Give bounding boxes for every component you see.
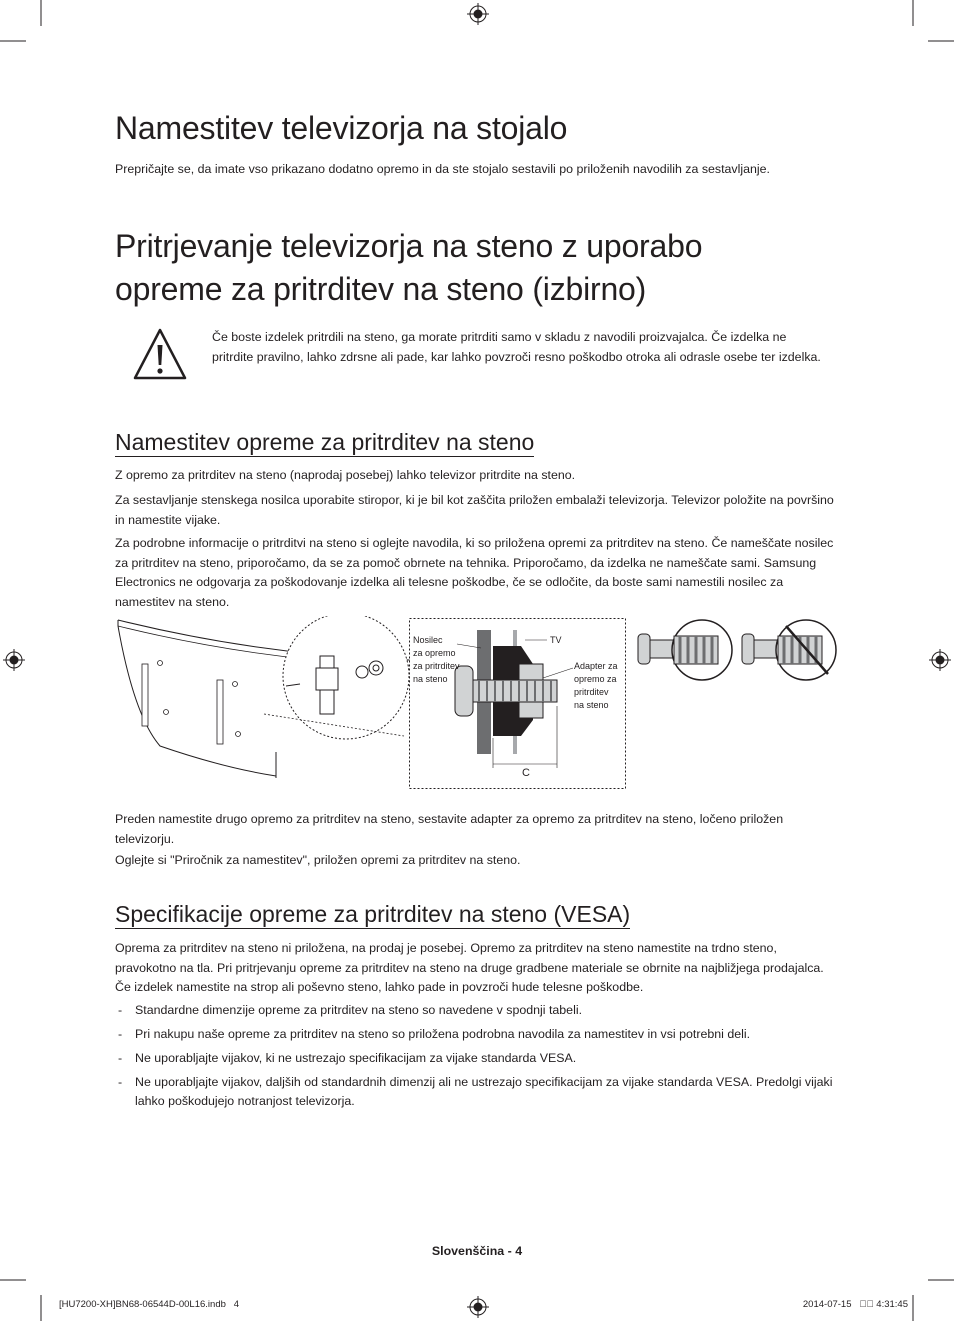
list-item: - Ne uporabljajte vijakov, daljših od standardnih dimenzij ali ne ustrezajo specifikacijam za vijake standarda VESA. Predolgi vijaki lahko poškodujejo notranjost televizorja. bbox=[115, 1073, 840, 1112]
registration-mark-icon bbox=[467, 3, 489, 25]
paragraph: Oprema za pritrditev na steno ni priložena, na prodaj je posebej. Opremo za pritrditev na steno namestite na trdno steno, pravokotno na tla. Pri pritrjevanju opreme za pritrditev na steno na druge gradbene materiale se obrnite na najbližjega prodajalca. Če izdelek namestite na strop ali poševno steno, lahko pade in povzroči hude telesne poškodbe. bbox=[115, 941, 824, 994]
page-title: Namestitev televizorja na stojalo bbox=[115, 110, 568, 146]
warning-triangle-icon bbox=[132, 327, 188, 381]
registration-mark-icon bbox=[467, 1296, 489, 1318]
footer-file-name: [HU7200-XH]BN68-06544D-00L16.indb 4 bbox=[59, 1299, 240, 1310]
warning-text: Če boste izdelek pritrdili na steno, ga morate pritrditi samo v skladu z navodili proizvajalca. Če izdelka ne pritrdite pravilno, lahko zdrsne ali pade, kar lahko povzroči resno poškodbo otroka ali odrasle osebe ter izdelka. bbox=[212, 330, 821, 364]
registration-mark-icon bbox=[929, 649, 951, 671]
mount-cross-section-diagram bbox=[409, 618, 627, 790]
registration-mark-icon bbox=[3, 649, 25, 671]
prohibited-screw-icon bbox=[740, 618, 840, 682]
paragraph: Za podrobne informacije o pritrditvi na steno si oglejte navodila, ki so priložena opremi za pritrditev na steno. Če nameščate nosilec za pritrditev na steno, priporočamo, da se za pomoč obrnete na tehnika. Priporočamo, da izdelka ne nameščate sami. Samsung Electronics ne odgovarja za poškodovanje izdelka ali telesne poškodbe, če se odločite, da boste sami namestili nosilec za namestitev na steno. bbox=[115, 536, 834, 609]
label-bracket-line-4: na steno bbox=[413, 674, 448, 684]
label-bracket-line-3: za pritrditev bbox=[413, 661, 460, 671]
label-adapter-line-1: Adapter za bbox=[574, 661, 618, 671]
footer-timestamp: 2014-07-15 ￿￿ 4:31:45 bbox=[802, 1299, 908, 1310]
page-number: Slovenščina - 4 bbox=[431, 1244, 523, 1258]
bullet-list bbox=[115, 1001, 840, 1116]
section-title-line-1: Pritrjevanje televizorja na steno z uporabo bbox=[115, 228, 703, 264]
paragraph: Z opremo za pritrditev na steno (naprodaj posebej) lahko televizor pritrdite na steno. bbox=[115, 468, 576, 482]
subsection-title-vesa: Specifikacije opreme za pritrditev na steno (VESA) bbox=[115, 901, 631, 927]
intro-text: Prepričajte se, da imate vso prikazano dodatno opremo in da ste stojalo sestavili po priloženih navodilih za sestavljanje. bbox=[115, 162, 771, 176]
list-item: - Standardne dimenzije opreme za pritrditev na steno so navedene v spodnji tabeli. bbox=[115, 1001, 840, 1021]
list-item: - Ne uporabljajte vijakov, ki ne ustrezajo specifikacijam za vijake standarda VESA. bbox=[115, 1049, 840, 1069]
section-title-line-2: opreme za pritrditev na steno (izbirno) bbox=[115, 271, 647, 307]
label-adapter-line-2: opremo za bbox=[574, 674, 617, 684]
paragraph: Preden namestite drugo opremo za pritrditev na steno, sestavite adapter za opremo za pritrditev na steno, ločeno priložen televizorju. bbox=[115, 812, 784, 846]
label-tv: TV bbox=[550, 635, 562, 645]
label-adapter-line-3: pritrditev bbox=[574, 687, 609, 697]
list-item: - Pri nakupu naše opreme za pritrditev na steno so priložena podrobna navodila za namestitev in vsi potrebni deli. bbox=[115, 1025, 840, 1045]
label-bracket-line-2: za opremo bbox=[413, 648, 456, 658]
label-dimension-c: C bbox=[522, 767, 530, 779]
paragraph: Za sestavljanje stenskega nosilca uporabite stiropor, ki je bil kot zaščita priložen embalaži televizorja. Televizor položite na površino in namestite vijake. bbox=[115, 493, 834, 527]
paragraph: Oglejte si "Priročnik za namestitev", priložen opremi za pritrditev na steno. bbox=[115, 853, 521, 867]
subsection-title-wall-mount: Namestitev opreme za pritrditev na steno bbox=[115, 429, 535, 455]
correct-screw-icon bbox=[636, 618, 736, 682]
tv-back-diagram bbox=[114, 616, 414, 782]
label-adapter-line-4: na steno bbox=[574, 700, 609, 710]
label-bracket-line-1: Nosilec bbox=[413, 635, 443, 645]
